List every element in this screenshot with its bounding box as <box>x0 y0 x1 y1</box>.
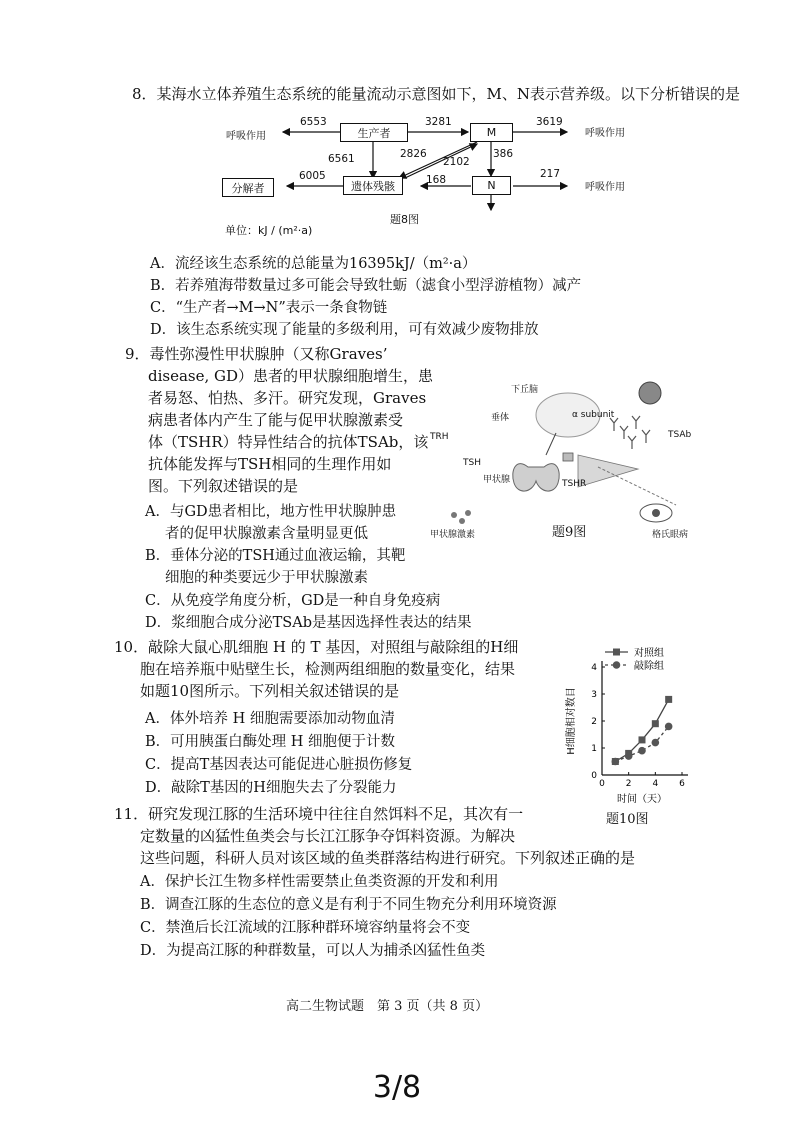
value-3281: 3281 <box>425 116 452 128</box>
q9-option-b: B．垂体分泌的TSH通过血液运输，其靶 <box>145 548 406 564</box>
value-2826: 2826 <box>400 148 427 160</box>
hypothalamus-label: 下丘脑 <box>511 385 539 395</box>
data-point <box>665 723 673 731</box>
q10-stem-line: 胞在培养瓶中贴壁生长，检测两组细胞的数量变化，结果 <box>140 660 516 678</box>
q9-stem-line: 者易怒、怕热、多汗。研究发现，Graves <box>148 389 427 407</box>
q8-option-a: A．流经该生态系统的总能量为16395kJ/（m²·a） <box>150 256 477 272</box>
q10-option-a: A．体外培养 H 细胞需要添加动物血清 <box>145 711 395 727</box>
q10-stem-line: 如题10图所示。下列相关叙述错误的是 <box>140 682 400 700</box>
q9-stem-line: disease, GD）患者的甲状腺细胞增生，患 <box>148 367 434 385</box>
producer-box: 生产者 <box>340 123 408 142</box>
x-tick-label: 4 <box>652 779 659 789</box>
value-386: 386 <box>493 148 514 160</box>
q10-option-d: D．敲除T基因的H细胞失去了分裂能力 <box>145 780 397 796</box>
q10-option-b: B．可用胰蛋白酶处理 H 细胞便于计数 <box>145 734 396 750</box>
q11-option-b: B．调查江豚的生态位的意义是有利于不同生物充分利用环境资源 <box>140 897 557 913</box>
q9-caption: 题9图 <box>552 525 587 540</box>
y-tick-label: 4 <box>591 663 597 673</box>
x-tick-label: 2 <box>625 779 632 789</box>
q8-stem: 8．某海水立体养殖生态系统的能量流动示意图如下，M、N表示营养级。以下分析错误的是 <box>132 85 741 103</box>
q9-option-c: C．从免疫学角度分析，GD是一种自身免疫病 <box>145 593 441 609</box>
thyroid-label: 甲状腺 <box>483 475 511 485</box>
value-6005: 6005 <box>299 170 326 182</box>
value-217: 217 <box>540 168 561 180</box>
q8-unit: 单位：kJ / (m²·a) <box>225 224 313 237</box>
value-3619: 3619 <box>536 116 563 128</box>
page-footer: 高二生物试题 第 3 页（共 8 页） <box>286 999 489 1014</box>
q11-option-d: D．为提高江豚的种群数量，可以人为捕杀凶猛性鱼类 <box>140 943 486 959</box>
y-tick-label: 0 <box>591 771 597 781</box>
q11-stem-line: 11．研究发现江豚的生活环境中往往自然饵料不足，其次有一 <box>114 805 524 823</box>
pituitary-label: 垂体 <box>491 413 510 423</box>
legend-label: 敲除组 <box>634 661 664 672</box>
resp-n-label: 呼吸作用 <box>585 182 625 193</box>
x-tick-label: 6 <box>679 779 685 789</box>
q10-stem-line: 10．敲除大鼠心肌细胞 H 的 T 基因，对照组与敲除组的H细 <box>114 638 519 656</box>
value-168: 168 <box>426 174 447 186</box>
page-number: 3/8 <box>372 1070 422 1105</box>
data-point <box>639 736 646 743</box>
data-point <box>652 739 660 747</box>
y-tick-label: 2 <box>591 717 597 727</box>
y-axis-label: H细胞相对数目 <box>566 687 577 755</box>
graves-eye-label: 格氏眼病 <box>652 530 689 540</box>
q8-option-b: B．若养殖海带数量过多可能会导致牡蛎（滤食小型浮游植物）减产 <box>150 278 582 294</box>
trh-label: TRH <box>430 432 449 442</box>
legend-marker <box>613 661 621 669</box>
decomposer-box: 分解者 <box>222 178 274 197</box>
q8-option-c: C．“生产者→M→N”表示一条食物链 <box>150 300 388 316</box>
y-tick-label: 3 <box>591 690 597 700</box>
q10-option-c: C．提高T基因表达可能促进心脏损伤修复 <box>145 757 413 773</box>
x-axis-label: 时间（天） <box>617 794 667 805</box>
legend-label: 对照组 <box>634 648 664 659</box>
legend-marker <box>613 649 620 656</box>
tsh-label: TSH <box>463 458 481 468</box>
data-point <box>652 720 659 727</box>
data-point <box>612 758 620 766</box>
resp-m-label: 呼吸作用 <box>585 128 625 139</box>
remains-box: 遗体残骸 <box>343 176 403 195</box>
value-6553: 6553 <box>300 116 327 128</box>
q9-option-a-cont: 者的促甲状腺激素含量明显更低 <box>165 526 368 542</box>
q9-option-a: A．与GD患者相比，地方性甲状腺肿患 <box>145 504 397 520</box>
q9-option-d: D．浆细胞合成分泌TSAb是基因选择性表达的结果 <box>145 615 472 631</box>
q9-stem-line: 病患者体内产生了能与促甲状腺激素受 <box>148 411 404 429</box>
q9-stem-line: 图。下列叙述错误的是 <box>148 477 299 495</box>
q9-stem-line: 体（TSHR）特异性结合的抗体TSAb，该 <box>148 433 429 451</box>
data-point <box>638 747 646 755</box>
tshr-label: TSHR <box>562 479 587 489</box>
q8-option-d: D．该生态系统实现了能量的多级利用，可有效减少废物排放 <box>150 322 539 338</box>
q11-stem-line: 定数量的凶猛性鱼类会与长江江豚争夺饵料资源。为解决 <box>140 827 516 845</box>
q10-caption: 题10图 <box>606 812 649 827</box>
q9-option-b-cont: 细胞的种类要远少于甲状腺激素 <box>165 570 368 586</box>
n-box: N <box>472 176 511 195</box>
q11-option-a: A．保护长江生物多样性需要禁止鱼类资源的开发和利用 <box>140 874 499 890</box>
m-box: M <box>470 123 513 142</box>
q10-chart <box>560 640 695 835</box>
resp-left-label: 呼吸作用 <box>226 131 266 142</box>
y-tick-label: 1 <box>591 744 597 754</box>
tsab-label: TSAb <box>668 430 692 440</box>
x-tick-label: 0 <box>599 779 605 789</box>
q9-stem-line: 9．毒性弥漫性甲状腺肿（又称Graves’ <box>125 345 388 363</box>
q9-stem-line: 抗体能发挥与TSH相同的生理作用如 <box>148 455 392 473</box>
q11-option-c: C．禁渔后长江流域的江豚种群环境容纳量将会不变 <box>140 920 471 936</box>
q8-caption: 题8图 <box>390 213 419 226</box>
q11-stem-line: 这些问题，科研人员对该区域的鱼类群落结构进行研究。下列叙述正确的是 <box>140 849 636 867</box>
alpha-subunit-label: α subunit <box>572 410 615 420</box>
thyroid-hormone-label: 甲状腺激素 <box>430 530 476 540</box>
data-point <box>625 752 633 760</box>
data-point <box>665 696 672 703</box>
value-2102: 2102 <box>443 156 470 168</box>
value-6561: 6561 <box>328 153 355 165</box>
